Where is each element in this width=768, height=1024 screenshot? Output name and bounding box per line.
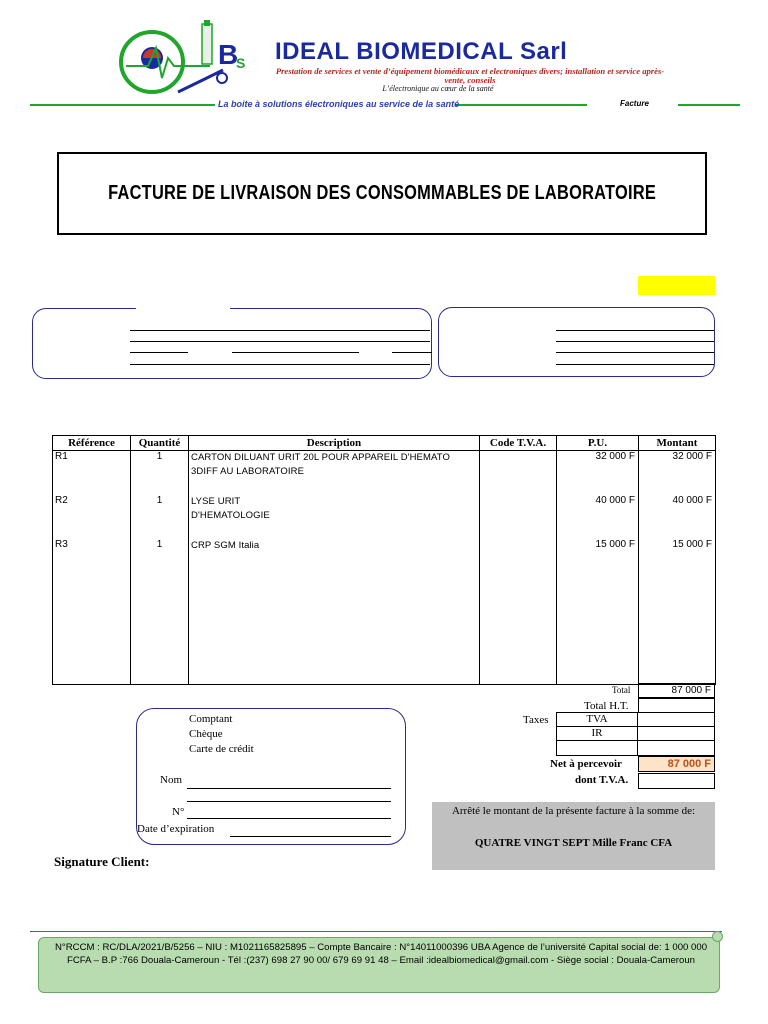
client-address-box <box>32 308 432 379</box>
payment-number-label: N° <box>172 806 185 818</box>
col-header-amount: Montant <box>639 436 716 451</box>
cell-unit-price: 15 000 F <box>557 539 639 685</box>
cell-quantity: 1 <box>131 495 189 539</box>
total-ht-label: Total H.T. <box>584 700 629 712</box>
cell-description <box>189 451 480 495</box>
cell-quantity: 1 <box>131 451 189 495</box>
cell-quantity: 1 <box>131 539 189 685</box>
col-header-vat-code: Code T.V.A. <box>480 436 557 451</box>
cell-reference: R3 <box>53 539 131 685</box>
invoice-title: FACTURE DE LIVRAISON DES CONSOMMABLES DE LABORATOIRE <box>108 182 656 204</box>
dont-tva-value <box>638 773 715 789</box>
ir-cell <box>556 726 638 741</box>
footer-legal-text: N°RCCM : RC/DLA/2021/B/5256 – NIU : M1021165825895 – Compte Bancaire : N°14011000396 UBA Agence de l’université Capital social de: 1 000 000 FCFA – B.P :766 Douala-Cameroun - Tél :(237) 698 27 90 00/ 679 69 91 48 – Email :idealbiomedical@gmail.com - Siège social : Douala-Cameroun <box>54 942 708 966</box>
cell-reference: R1 <box>53 451 131 495</box>
doc-label: Facture <box>620 99 649 108</box>
extra-tax-value <box>637 740 715 756</box>
svg-text:B: B <box>218 39 239 70</box>
address-line <box>130 352 188 353</box>
description-line: CARTON DILUANT URIT 20L POUR APPAREIL D'HEMATO <box>191 452 450 463</box>
items-table <box>52 435 716 685</box>
extra-tax-cell <box>556 740 638 756</box>
col-header-description: Description <box>189 436 480 451</box>
company-tagline: L’électronique au cœur de la santé <box>382 84 494 93</box>
cell-description <box>189 539 480 685</box>
address-line <box>556 352 714 353</box>
address-line <box>392 352 432 353</box>
cell-vat-code <box>480 539 557 685</box>
cell-amount: 15 000 F <box>639 539 716 685</box>
total-ht-value <box>638 698 715 713</box>
payment-number-line <box>187 818 391 819</box>
amount-in-words-box <box>432 802 715 870</box>
address-line <box>556 341 714 342</box>
ir-value <box>637 726 715 741</box>
cell-vat-code <box>480 451 557 495</box>
table-row <box>53 539 716 685</box>
payment-line <box>187 801 391 802</box>
header-divider-left <box>30 104 215 106</box>
svg-text:S: S <box>236 55 246 71</box>
header-divider-mid <box>455 104 587 106</box>
footer-scroll-curl-icon <box>712 931 723 942</box>
col-header-unit-price: P.U. <box>557 436 639 451</box>
col-header-reference: Référence <box>53 436 131 451</box>
payment-expiry-label: Date d’expiration <box>137 823 215 835</box>
payment-name-label: Nom <box>160 774 182 786</box>
payment-name-line <box>187 788 391 789</box>
cell-vat-code <box>480 495 557 539</box>
cell-amount: 32 000 F <box>639 451 716 495</box>
address-line <box>556 364 714 365</box>
description-line: 3DIFF AU LABORATOIRE <box>191 466 305 477</box>
amount-statement: Arrêté le montant de la présente facture à la somme de: <box>451 805 696 817</box>
table-header-row <box>53 436 716 451</box>
col-header-quantity: Quantité <box>131 436 189 451</box>
highlight-box <box>638 276 715 295</box>
address-line <box>130 364 430 365</box>
dont-tva-label: dont T.V.A. <box>575 774 629 786</box>
address-line <box>232 352 359 353</box>
footer-divider <box>30 931 722 932</box>
amount-in-words: QUATRE VINGT SEPT Mille Franc CFA <box>474 837 673 849</box>
invoice-title-box <box>57 152 707 235</box>
address-line <box>130 330 430 331</box>
address-line <box>130 341 430 342</box>
description-line: LYSE URIT <box>191 495 241 507</box>
company-services: Prestation de services et vente d’équipement biomédicaux et electroniques divers; installation et service après-vente, conseils <box>275 66 665 85</box>
payment-option-cash: Comptant <box>189 713 233 725</box>
ir-label: IR <box>591 727 603 739</box>
net-value: 87 000 F <box>638 756 715 772</box>
delivery-address-box <box>438 307 715 377</box>
tva-cell <box>556 712 638 727</box>
footer-banner <box>38 937 720 993</box>
table-row <box>53 495 716 539</box>
signature-label: Signature Client: <box>54 854 150 869</box>
company-logo <box>118 18 268 102</box>
table-row <box>53 451 716 495</box>
description-line: D'HEMATOLOGIE <box>191 509 270 521</box>
description-line: CRP SGM Italia <box>191 539 260 551</box>
payment-option-card: Carte de crédit <box>189 743 254 755</box>
cell-description <box>189 495 480 539</box>
total-value: 87 000 F <box>638 683 715 698</box>
cell-unit-price: 32 000 F <box>557 451 639 495</box>
address-line <box>556 330 714 331</box>
tva-value <box>637 712 715 727</box>
header-divider-right <box>678 104 740 106</box>
payment-option-cheque: Chèque <box>189 728 223 740</box>
tva-label: TVA <box>586 713 608 725</box>
total-label: Total <box>612 685 631 695</box>
cell-reference: R2 <box>53 495 131 539</box>
company-slogan: La boite à solutions électroniques au service de la santé <box>218 99 460 109</box>
taxes-label: Taxes <box>523 714 549 726</box>
cell-amount: 40 000 F <box>639 495 716 539</box>
net-label: Net à percevoir <box>550 758 622 770</box>
payment-expiry-line <box>230 836 391 837</box>
address-box-gap <box>136 306 230 310</box>
cell-unit-price: 40 000 F <box>557 495 639 539</box>
company-name: IDEAL BIOMEDICAL Sarl <box>275 38 568 65</box>
